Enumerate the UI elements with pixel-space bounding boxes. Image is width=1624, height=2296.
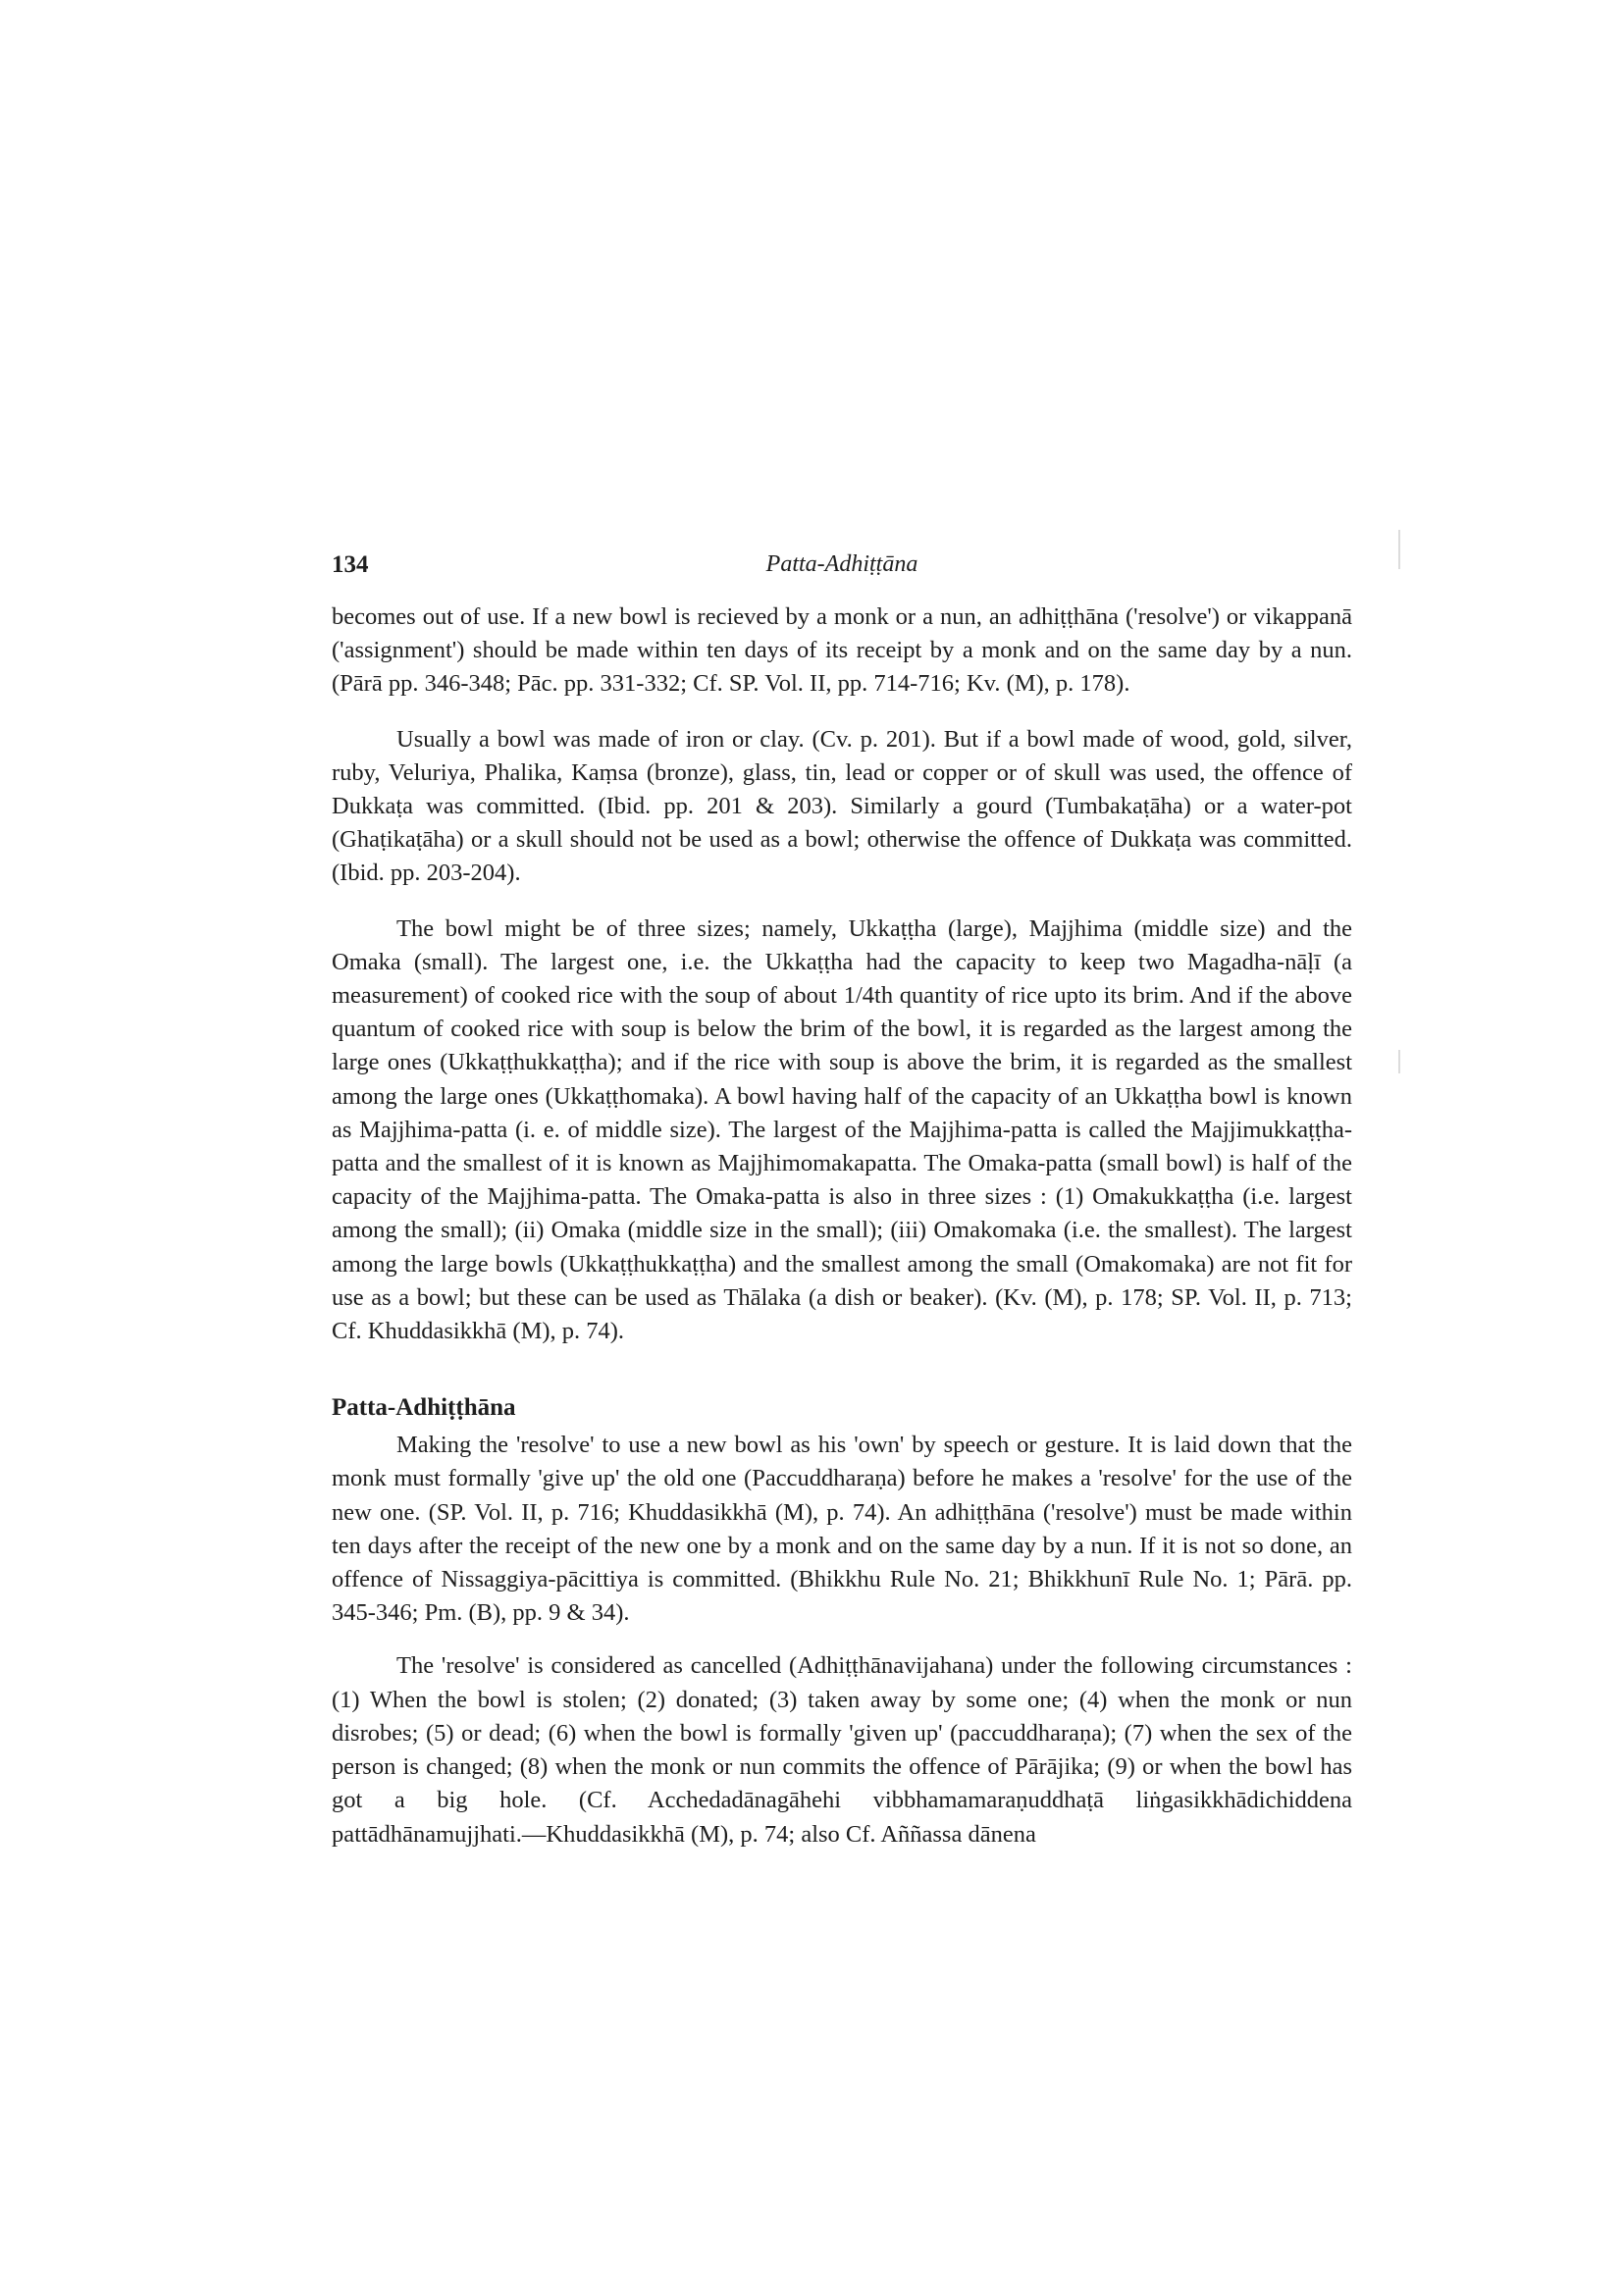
paragraph-cancellation: The 'resolve' is considered as cancelled (Adhiṭṭhānavijahana) under the following circumstances : (1) When the bowl is stolen; (2) donated; (3) taken away by some one; (4) when the monk or nun disrobes; (5) or dead; (6) when the bowl is formally 'given up' (paccuddharaṇa); (7) when the sex of the person is changed; (8) when the monk or nun commits the offence of Pārājika; (9) or when the bowl has got a big hole. (Cf. Acchedadānagāhehi vibbhamamaraṇuddhaṭā liṅgasikkhādichiddena pattādhānamujjhati.—Khuddasikkhā (M), p. 74; also Cf. Aññassa dānena (332, 1652, 1352, 1848)
page-header (332, 551, 1352, 591)
scan-mark (1398, 1050, 1400, 1073)
section-heading: Patta-Adhiṭṭhāna (332, 1394, 516, 1422)
paragraph-bowl-materials: Usually a bowl was made of iron or clay. (Cv. p. 201). But if a bowl made of wood, gold, silver, ruby, Veluriya, Phalika, Kaṃsa (bronze), glass, tin, lead or copper or of skull was used, the offence of Dukkaṭa was committed. (Ibid. pp. 201 & 203). Similarly a gourd (Tumbakaṭāha) or a water-pot (Ghaṭikaṭāha) or a skull should not be used as a bowl; otherwise the offence of Dukkaṭa was committed. (Ibid. pp. 203-204). (332, 725, 1352, 887)
paragraph-bowl-sizes: The bowl might be of three sizes; namely, Ukkaṭṭha (large), Majjhima (middle size) and the Omaka (small). The largest one, i.e. the Ukkaṭṭha had the capacity to keep two Magadha-nāḷī (a measurement) of cooked rice with the soup of about 1/4th quantity of rice upto its brim. And if the above quantum of cooked rice with soup is below the brim of the bowl, it is regarded as the largest among the large ones (Ukkaṭṭhukkaṭṭha); and if the rice with soup is above the brim, it is regarded as the smallest among the large ones (Ukkaṭṭhomaka). A bowl having half of the capacity of an Ukkaṭṭha bowl is known as Majjhima-patta (i. e. of middle size). The largest of the Majjhima-patta is called the Majjimukkaṭṭha-patta and the smallest of it is known as Majjhimomakapatta. The Omaka-patta (small bowl) is half of the capacity of the Majjhima-patta. The Omaka-patta is also in three sizes : (1) Omakukkaṭṭha (i.e. largest among the small); (ii) Omaka (middle size in the small); (iii) Omakomaka (i.e. the smallest). The largest among the large bowls (Ukkaṭṭhukkaṭṭha) and the smallest among the small (Omakomaka) are not fit for use as a bowl; but these can be used as Thālaka (a dish or beaker). (Kv. (M), p. 178; SP. Vol. II, p. 713; Cf. Khuddasikkhā (M), p. 74). (332, 914, 1352, 1345)
scan-mark (1398, 530, 1400, 569)
paragraph-resolve: Making the 'resolve' to use a new bowl as his 'own' by speech or gesture. It is laid down that the monk must formally 'give up' the old one (Paccuddharaṇa) before he makes a 'resolve' for the use of the new one. (SP. Vol. II, p. 716; Khuddasikkhā (M), p. 74). An adhiṭṭhāna ('resolve') must be made within ten days after the receipt of the new one by a monk and on the same day by a nun. If it is not so done, an offence of Nissaggiya-pācittiya is committed. (Bhikkhu Rule No. 21; Bhikkhunī Rule No. 1; Pārā. pp. 345-346; Pm. (B), pp. 9 & 34). (332, 1432, 1352, 1627)
running-title: Patta-Adhiṭṭāna (765, 551, 918, 577)
page-number: 134 (332, 551, 369, 578)
paragraph-continuation: becomes out of use. If a new bowl is recieved by a monk or a nun, an adhiṭṭhāna ('resolve') or vikappanā ('assignment') should be made within ten days of its receipt by a monk and on the same day by a nun. (Pārā pp. 346-348; Pāc. pp. 331-332; Cf. SP. Vol. II, pp. 714-716; Kv. (M), p. 178). (332, 603, 1352, 698)
page-body (332, 600, 1352, 1852)
